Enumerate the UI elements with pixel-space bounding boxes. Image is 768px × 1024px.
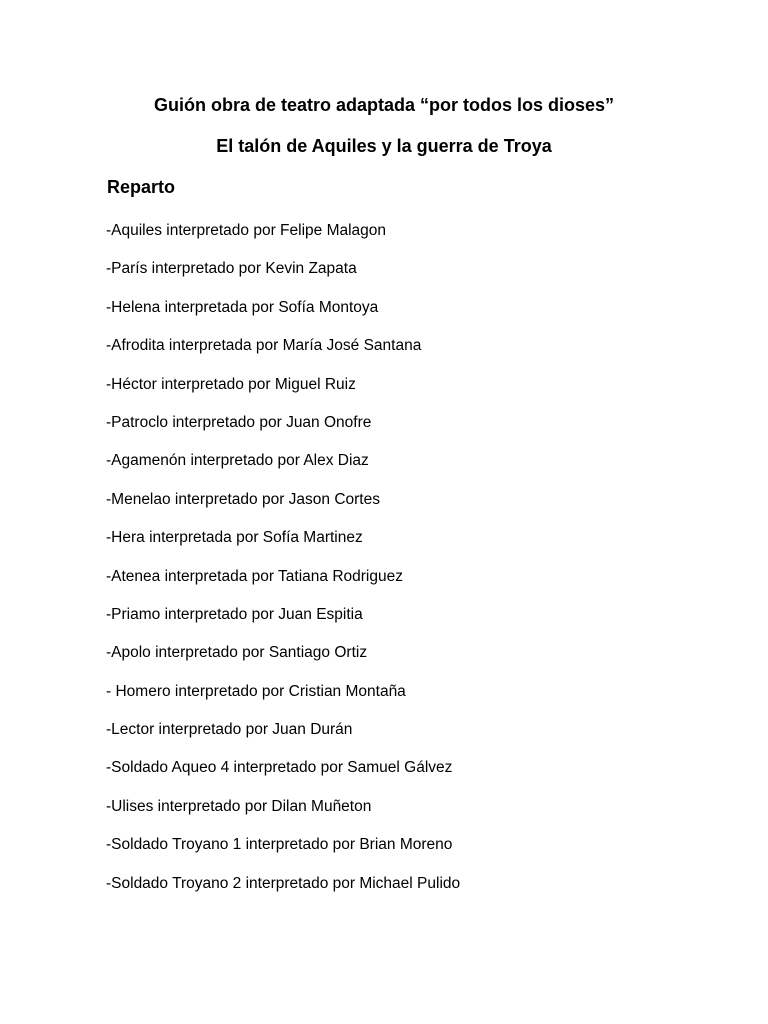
cast-item: -Soldado Troyano 2 interpretado por Michael Pulido <box>106 874 461 892</box>
cast-item: -Ulises interpretado por Dilan Muñeton <box>106 797 372 815</box>
cast-item: -Helena interpretada por Sofía Montoya <box>106 298 379 316</box>
cast-item: -Hera interpretada por Sofía Martinez <box>106 529 363 547</box>
cast-item: -Soldado Aqueo 4 interpretado por Samuel Gálvez <box>106 759 453 777</box>
cast-item: -Héctor interpretado por Miguel Ruiz <box>106 375 356 393</box>
cast-item: -Menelao interpretado por Jason Cortes <box>106 490 380 508</box>
cast-item: -Aquiles interpretado por Felipe Malagon <box>106 222 387 239</box>
cast-item: -Atenea interpretada por Tatiana Rodriguez <box>106 567 403 585</box>
cast-item: -Agamenón interpretado por Alex Diaz <box>106 452 369 470</box>
cast-item: -Patroclo interpretado por Juan Onofre <box>106 413 372 431</box>
cast-list <box>106 220 460 911</box>
section-heading-reparto: Reparto <box>107 177 176 197</box>
cast-item: -París interpretado por Kevin Zapata <box>106 260 357 278</box>
cast-item: -Apolo interpretado por Santiago Ortiz <box>106 644 368 662</box>
document-title: Guión obra de teatro adaptada “por todos los dioses” <box>153 95 615 115</box>
cast-item: -Afrodita interpretada por María José Santana <box>106 337 422 355</box>
document-subtitle: El talón de Aquiles y la guerra de Troya <box>216 136 552 156</box>
cast-item: -Lector interpretado por Juan Durán <box>106 721 353 739</box>
cast-item: -Priamo interpretado por Juan Espitia <box>106 605 363 623</box>
cast-item: - Homero interpretado por Cristian Montaña <box>106 682 406 700</box>
cast-item: -Soldado Troyano 1 interpretado por Brian Moreno <box>106 836 453 854</box>
